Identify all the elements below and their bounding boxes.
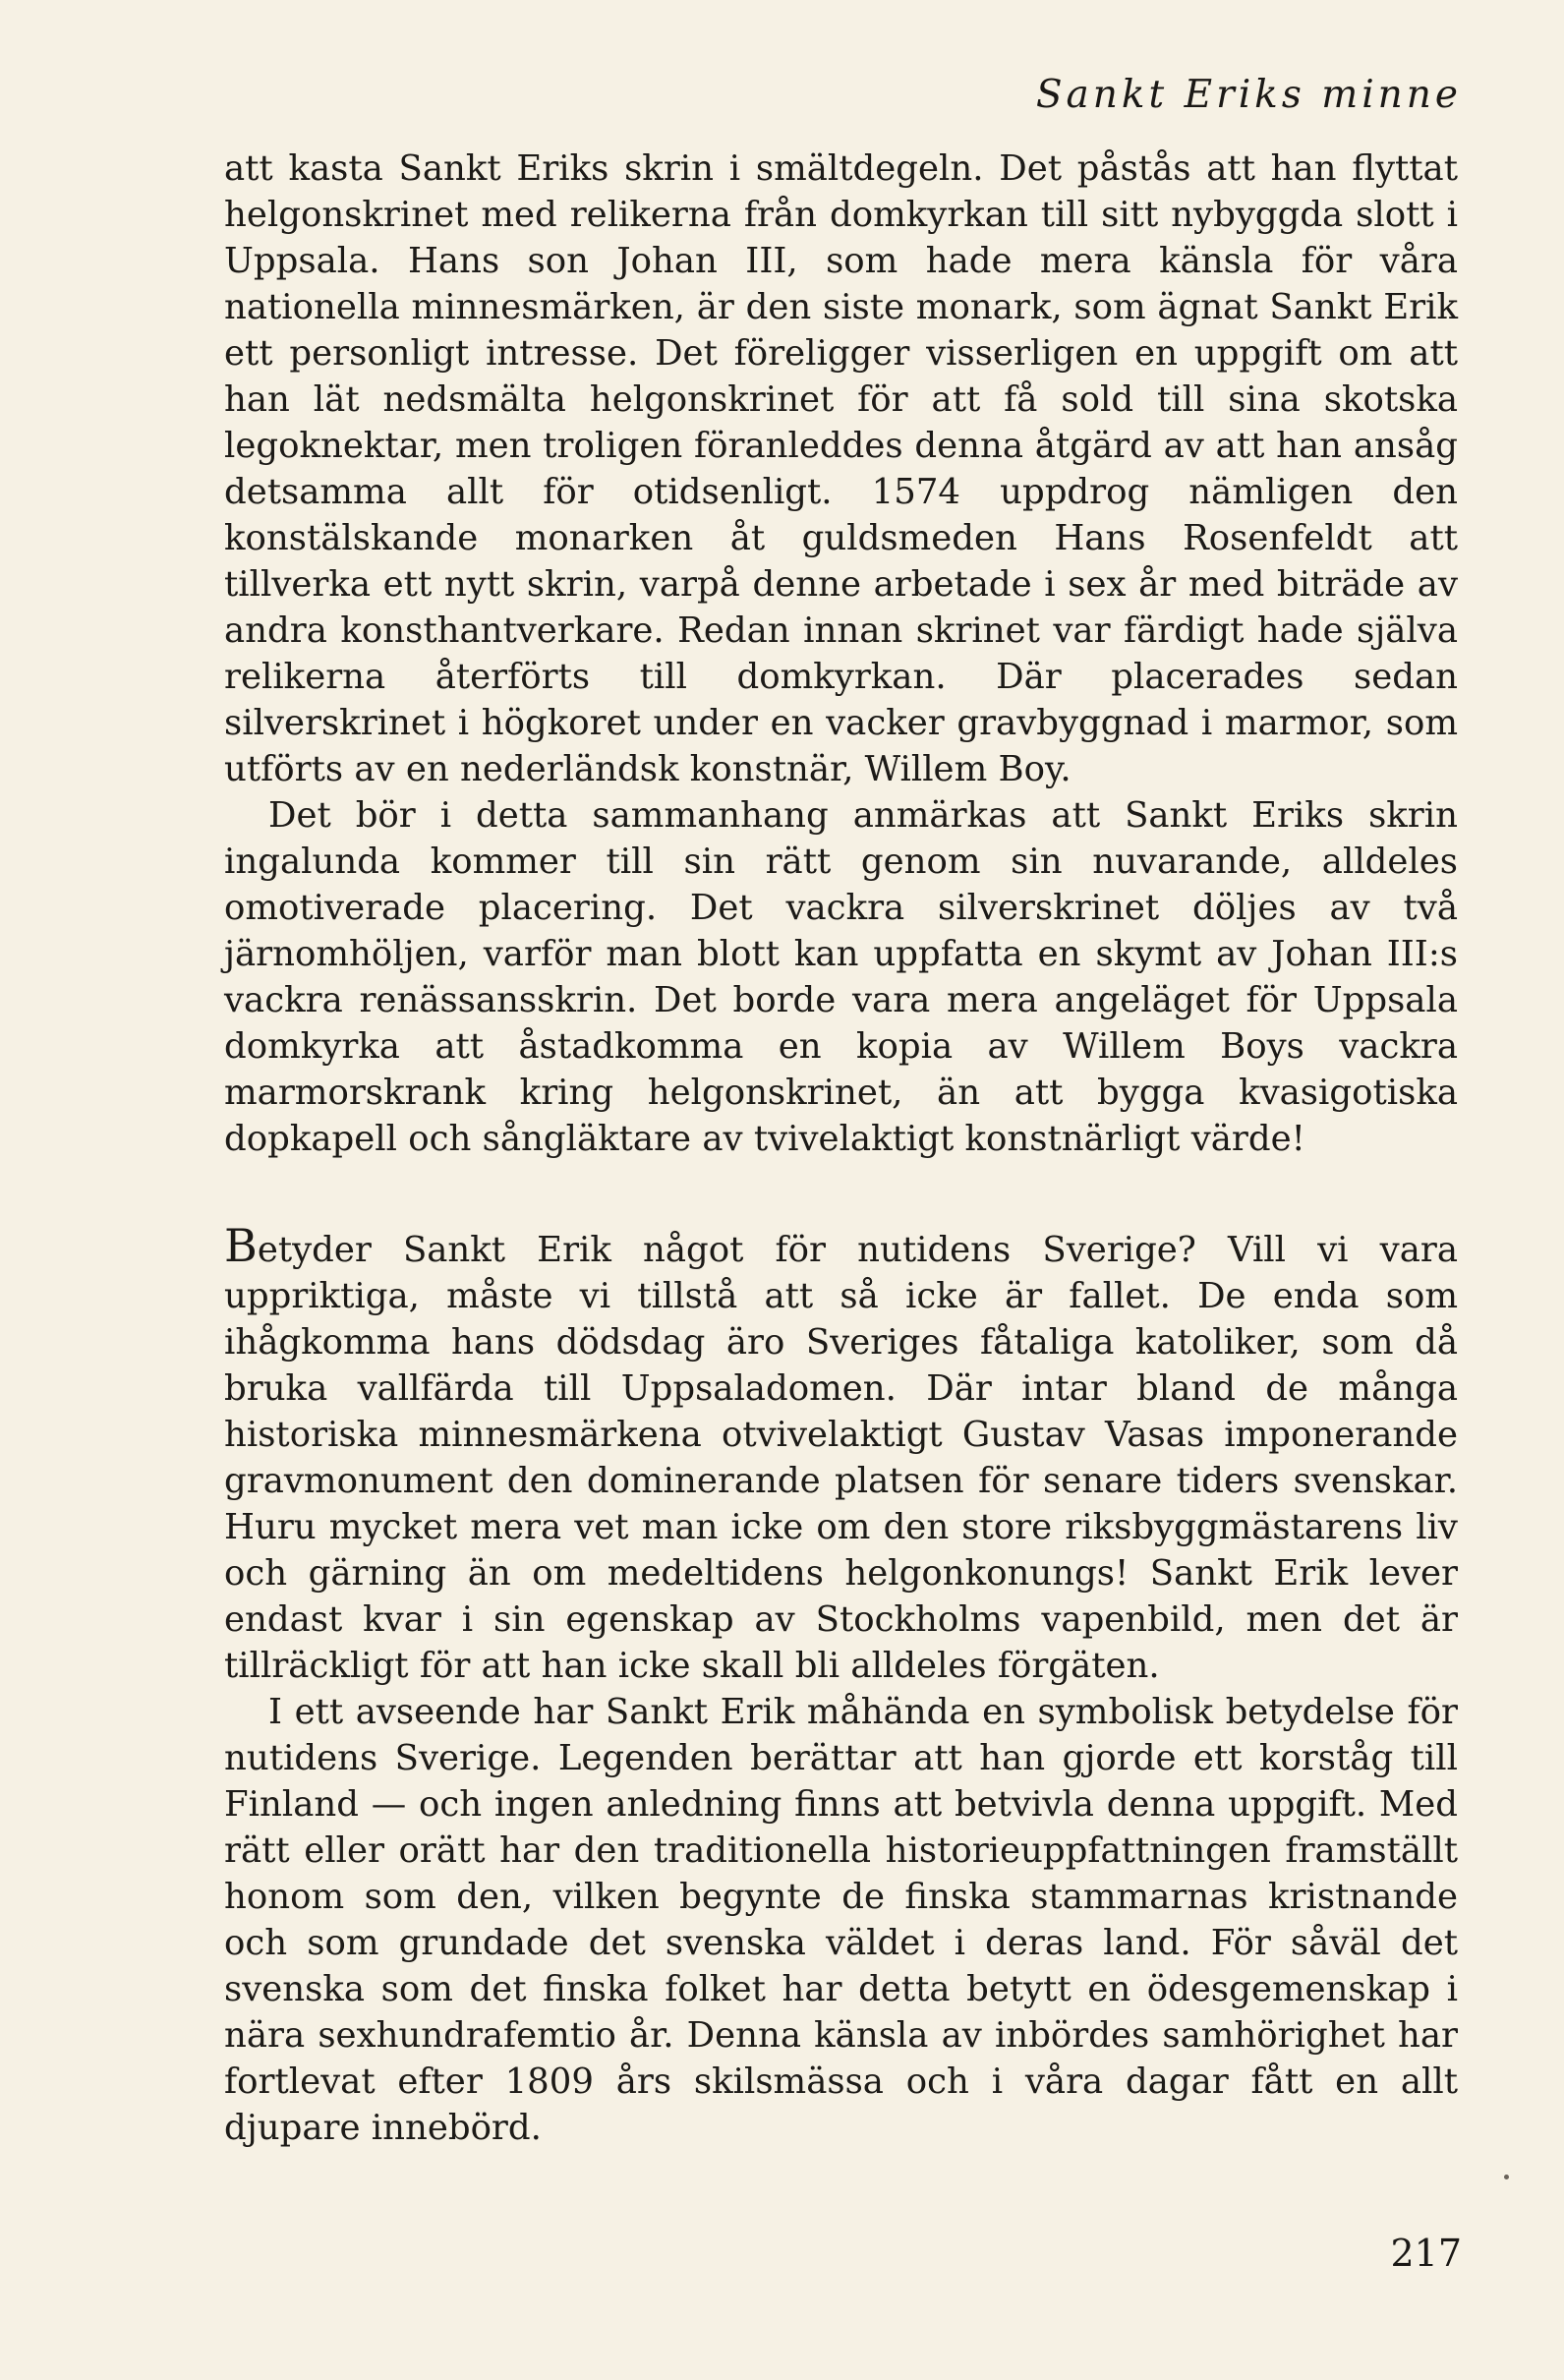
paragraph-3 bbox=[224, 1219, 1458, 1689]
paper-speck bbox=[1504, 2175, 1509, 2179]
body-text bbox=[224, 145, 1458, 2151]
paragraph-4: I ett avseende har Sankt Erik måhända en symbolisk betydelse för nutidens Sverige. Legenden berättar att han gjorde ett korståg till Finland — och ingen anledning finns att betvivla denna uppgift. Med rätt eller orätt har den traditionella historieuppfattningen framställt honom som den, vilken begynte de finska stammarnas kristnande och som grundade det svenska väldet i deras land. För såväl det svenska som det finska folket har detta betytt en ödesgemenskap i nära sexhundrafemtio år. Denna känsla av inbördes samhörighet har fortlevat efter 1809 års skilsmässa och i våra dagar fått en allt djupare innebörd. bbox=[224, 1692, 1458, 2148]
running-head: Sankt Eriks minne bbox=[1035, 73, 1462, 117]
paragraph-3-text: etyder Sankt Erik något för nutidens Sverige? Vill vi vara uppriktiga, måste vi tillstå att så icke är fallet. De enda som ihågkomma hans dödsdag äro Sveriges fåtaliga katoliker, som då bruka vallfärda till Uppsaladomen. Där intar bland de många historiska minnesmärkena otvivelaktigt Gustav Vasas imponerande gravmonument den dominerande platsen för senare tiders svenskar. Huru mycket mera vet man icke om den store riksbyggmästarens liv och gärning än om medeltidens helgonkonungs! Sankt Erik lever endast kvar i sin egenskap av Stockholms vapenbild, men det är tillräckligt för att han icke skall bli alldeles förgäten. bbox=[224, 1230, 1458, 1686]
paragraph-1: att kasta Sankt Eriks skrin i smältdegeln. Det påstås att han flyttat helgonskrinet med relikerna från domkyrkan till sitt nybyggda slott i Uppsala. Hans son Johan III, som hade mera känsla för våra nationella minnesmärken, är den siste monark, som ägnat Sankt Erik ett personligt intresse. Det föreligger visserligen en uppgift om att han lät nedsmälta helgonskrinet för att få sold till sina skotska legoknektar, men troligen föranleddes denna åtgärd av att han ansåg detsamma allt för otidsenligt. 1574 uppdrog nämligen den konstälskande monarken åt guldsmeden Hans Rosenfeldt att tillverka ett nytt skrin, varpå denne arbetade i sex år med biträde av andra konsthantverkare. Redan innan skrinet var färdigt hade själva relikerna återförts till domkyrkan. Där placerades sedan silverskrinet i högkoret under en vacker gravbyggnad i marmor, som utförts av en nederländsk konstnär, Willem Boy. bbox=[224, 148, 1458, 789]
paragraph-2: Det bör i detta sammanhang anmärkas att Sankt Eriks skrin ingalunda kommer till sin rätt genom sin nuvarande, alldeles omotiverade placering. Det vackra silverskrinet döljes av två järnomhöljen, varför man blott kan uppfatta en skymt av Johan III:s vackra renässansskrin. Det borde vara mera angeläget för Uppsala domkyrka att åstadkomma en kopia av Willem Boys vackra marmorskrank kring helgonskrinet, än att bygga kvasigotiska dopkapell och sångläktare av tvivelaktigt konstnärligt värde! bbox=[224, 795, 1458, 1159]
section-break bbox=[224, 1162, 1458, 1227]
page-number: 217 bbox=[1390, 2232, 1462, 2275]
initial-letter: B bbox=[224, 1219, 258, 1272]
